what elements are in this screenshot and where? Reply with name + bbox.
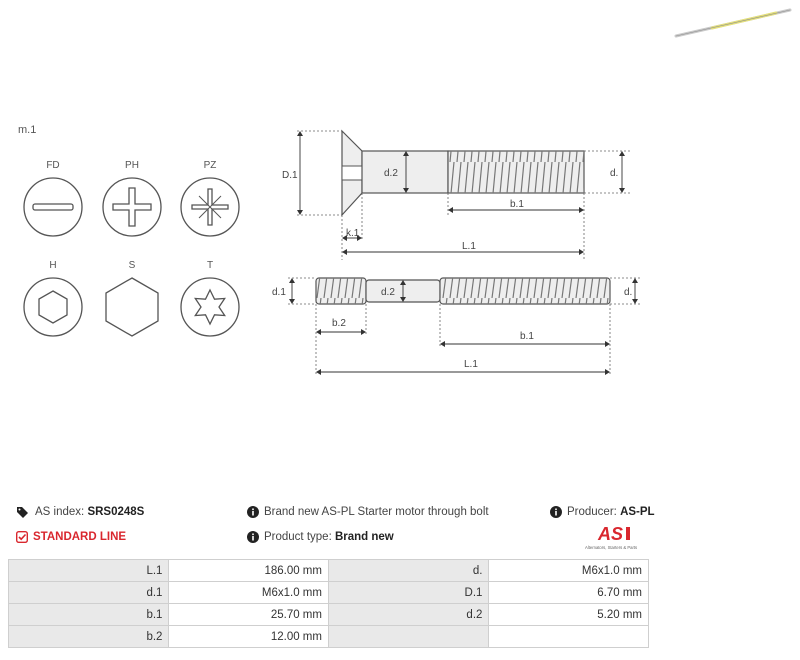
spec-key: L.1 [9, 560, 169, 582]
standard-line-badge [16, 531, 126, 543]
tags-icon [16, 506, 30, 518]
spec-value [489, 626, 649, 648]
as-index-label: AS index: [35, 506, 85, 519]
standard-line-label: STANDARD LINE [33, 531, 127, 544]
description [247, 506, 489, 518]
info-icon [550, 506, 562, 518]
info-icon [247, 531, 259, 543]
dim-label: d. [624, 287, 633, 298]
head-type-label: H [49, 260, 57, 271]
spec-value: 186.00 mm [169, 560, 329, 582]
table-row [9, 604, 649, 626]
m1-label: m.1 [18, 124, 37, 136]
spec-key: D.1 [328, 582, 488, 604]
as-index-value: SRS0248S [87, 506, 145, 519]
head-type-label: PH [125, 160, 139, 171]
info-icon [247, 506, 259, 518]
spec-value: M6x1.0 mm [489, 560, 649, 582]
head-type-label: FD [46, 160, 60, 171]
description-text: Brand new AS-PL Starter motor through bolt [264, 506, 489, 519]
dim-label: b.2 [332, 318, 346, 329]
table-row [9, 626, 649, 648]
pozidriv-head-icon [179, 176, 241, 238]
product-type [247, 531, 394, 543]
table-row [9, 560, 649, 582]
producer [550, 506, 655, 518]
head-type-label: PZ [203, 160, 217, 171]
as-index [16, 506, 144, 518]
screw-drawing [270, 120, 650, 265]
spec-value: 12.00 mm [169, 626, 329, 648]
dim-label: D.1 [282, 170, 298, 181]
spec-key: b.1 [9, 604, 169, 626]
spec-value: M6x1.0 mm [169, 582, 329, 604]
logo-tagline: Alternators, Starters & Parts [585, 545, 638, 550]
logo-text: AS [598, 524, 624, 544]
dim-label: L.1 [462, 241, 476, 252]
hex-socket-head-icon [22, 276, 84, 338]
slotted-head-icon [22, 176, 84, 238]
spec-value: 5.20 mm [489, 604, 649, 626]
spec-key: d.2 [328, 604, 488, 626]
dim-label: d.2 [384, 168, 398, 179]
specs-table [8, 559, 649, 648]
phillips-head-icon [101, 176, 163, 238]
dim-label: d.1 [272, 287, 286, 298]
table-row [9, 582, 649, 604]
spec-value: 25.70 mm [169, 604, 329, 626]
bolt-drawing [270, 268, 650, 378]
dim-label: b.1 [520, 331, 534, 342]
spec-value: 6.70 mm [489, 582, 649, 604]
check-square-icon [16, 531, 28, 543]
product-type-value: Brand new [334, 531, 394, 544]
torx-head-icon [179, 276, 241, 338]
dim-label: d. [610, 168, 619, 179]
hex-head-icon [103, 276, 161, 338]
producer-value: AS-PL [620, 506, 655, 519]
spec-key: b.2 [9, 626, 169, 648]
dim-label: d.2 [381, 287, 395, 298]
dim-label: L.1 [464, 359, 478, 370]
producer-label: Producer: [567, 506, 617, 519]
product-type-label: Product type: [264, 531, 332, 544]
dim-label: b.1 [510, 199, 524, 210]
dim-label: k.1 [346, 228, 360, 239]
spec-key: d.1 [9, 582, 169, 604]
spec-key: d. [328, 560, 488, 582]
as-pl-logo [585, 522, 649, 552]
spec-key [328, 626, 488, 648]
head-type-label: S [128, 260, 136, 271]
head-type-label: T [206, 260, 214, 271]
rod-image [672, 4, 796, 44]
